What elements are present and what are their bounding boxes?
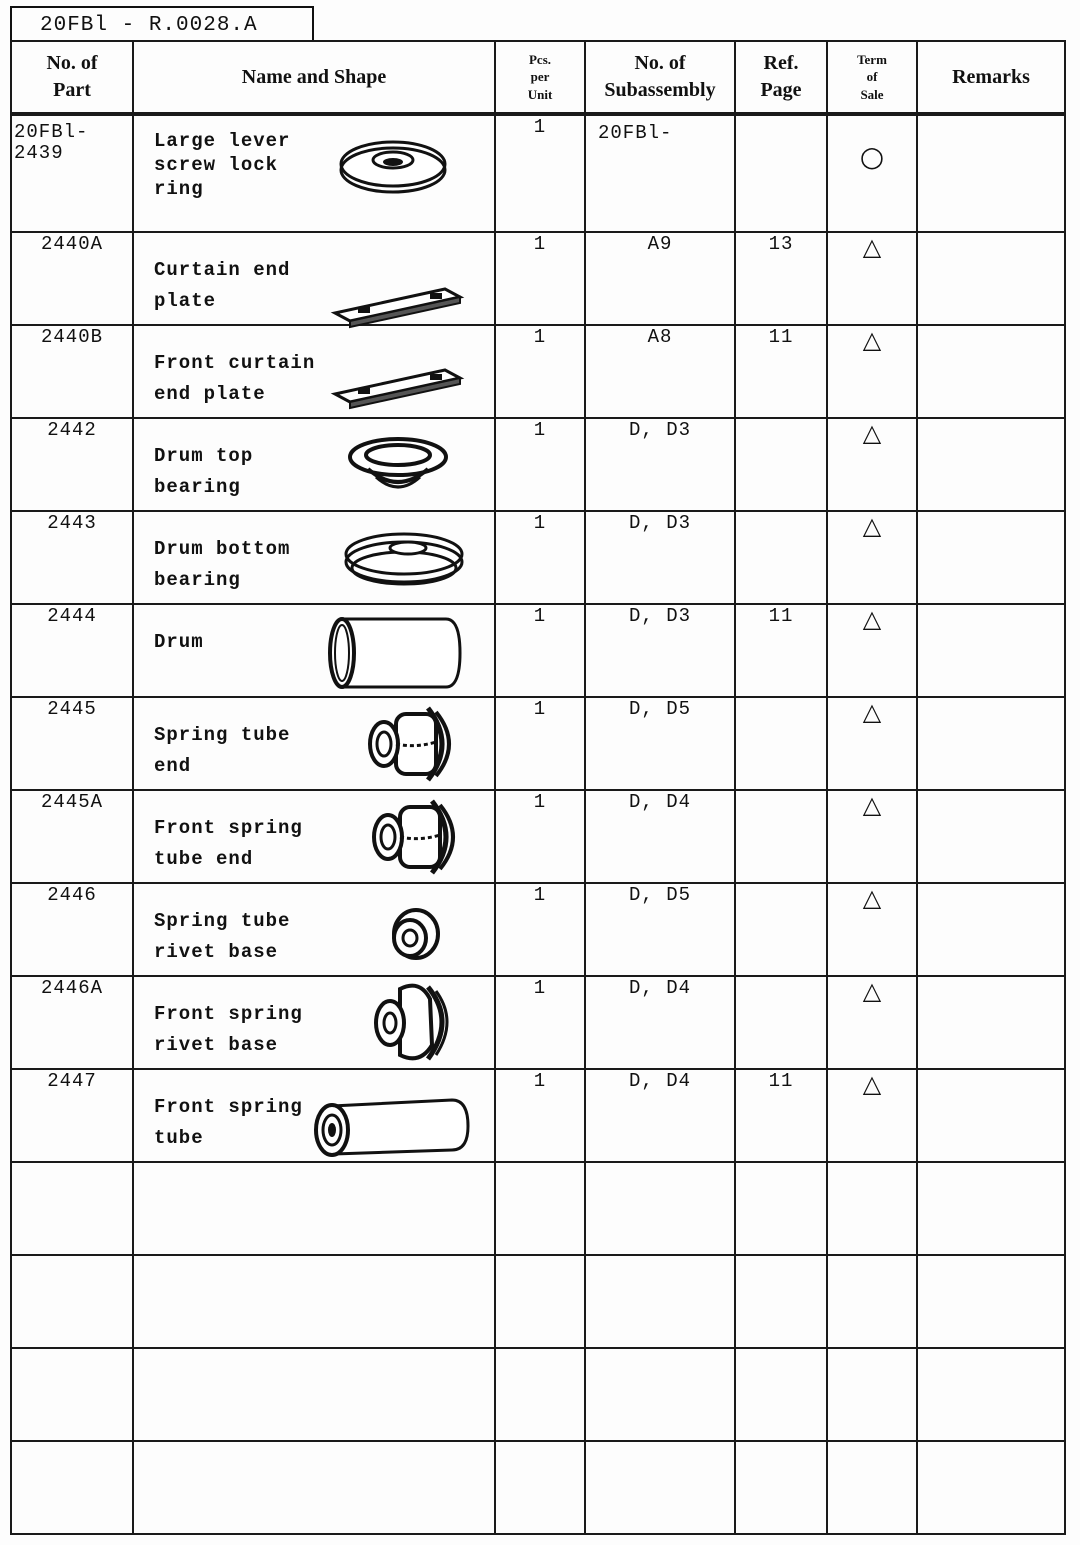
ref-page-cell (735, 114, 827, 232)
subassembly-cell: A8 (585, 325, 735, 418)
remarks-cell (917, 883, 1065, 976)
empty-cell (11, 1441, 133, 1534)
remarks-cell (917, 790, 1065, 883)
part-number-cell: 20FBl- 2439 (11, 114, 133, 232)
part-name: Front spring rivet base (154, 1003, 303, 1057)
empty-cell (495, 1441, 585, 1534)
empty-cell (917, 1255, 1065, 1348)
name-shape-cell (133, 325, 495, 418)
part-number-cell: 2446A (11, 976, 133, 1069)
empty-cell (917, 1162, 1065, 1255)
document-id-label: 20FBl - R.0028.A (10, 6, 314, 40)
drum-top-bearing-icon (348, 433, 450, 503)
empty-cell (827, 1255, 917, 1348)
empty-cell (735, 1348, 827, 1441)
term-of-sale-cell: △ (827, 883, 917, 976)
empty-cell (585, 1162, 735, 1255)
table-row (11, 604, 1065, 697)
header-term-of-sale: Term of Sale (827, 41, 917, 114)
part-name: Front curtain end plate (154, 352, 316, 406)
ref-page-cell (735, 883, 827, 976)
part-name: Large lever screw lock ring (154, 130, 291, 200)
empty-cell (917, 1441, 1065, 1534)
header-name-shape: Name and Shape (133, 41, 495, 114)
front-curtain-end-plate-icon (330, 356, 466, 412)
pcs-per-unit-cell: 1 (495, 790, 585, 883)
pcs-per-unit-cell: 1 (495, 604, 585, 697)
term-of-sale-cell: △ (827, 511, 917, 604)
empty-cell (133, 1255, 495, 1348)
table-row (11, 976, 1065, 1069)
pcs-per-unit-cell: 1 (495, 1069, 585, 1162)
ref-page-cell (735, 790, 827, 883)
subassembly-cell: D, D4 (585, 790, 735, 883)
table-header-row (11, 41, 1065, 114)
name-shape-cell (133, 114, 495, 232)
pcs-per-unit-cell: 1 (495, 114, 585, 232)
name-shape-cell (133, 883, 495, 976)
remarks-cell (917, 976, 1065, 1069)
ref-page-cell (735, 976, 827, 1069)
empty-cell (133, 1348, 495, 1441)
subassembly-cell: A9 (585, 232, 735, 325)
pcs-per-unit-cell: 1 (495, 976, 585, 1069)
name-shape-cell (133, 232, 495, 325)
term-of-sale-cell: △ (827, 976, 917, 1069)
part-name: Front spring tube (154, 1096, 303, 1150)
header-ref-page: Ref. Page (735, 41, 827, 114)
spring-tube-rivet-base-icon (388, 906, 444, 962)
part-name: Drum top bearing (154, 445, 254, 499)
empty-cell (827, 1348, 917, 1441)
ref-page-cell: 11 (735, 604, 827, 697)
part-number-cell: 2440A (11, 232, 133, 325)
subassembly-cell: D, D3 (585, 604, 735, 697)
name-shape-cell (133, 1069, 495, 1162)
header-remarks: Remarks (917, 41, 1065, 114)
term-of-sale-cell: △ (827, 418, 917, 511)
ref-page-cell (735, 418, 827, 511)
empty-cell (917, 1348, 1065, 1441)
subassembly-cell: D, D4 (585, 1069, 735, 1162)
empty-cell (11, 1162, 133, 1255)
empty-cell (735, 1162, 827, 1255)
empty-row (11, 1348, 1065, 1441)
empty-cell (585, 1255, 735, 1348)
empty-cell (827, 1441, 917, 1534)
part-number-cell: 2442 (11, 418, 133, 511)
table-row (11, 114, 1065, 232)
spring-tube-end-icon (366, 704, 462, 784)
empty-cell (827, 1162, 917, 1255)
name-shape-cell (133, 976, 495, 1069)
term-of-sale-cell: △ (827, 325, 917, 418)
term-of-sale-cell: △ (827, 604, 917, 697)
front-spring-tube-end-icon (370, 797, 466, 877)
parts-table (10, 40, 1066, 1535)
empty-cell (11, 1348, 133, 1441)
pcs-per-unit-cell: 1 (495, 325, 585, 418)
remarks-cell (917, 418, 1065, 511)
empty-cell (585, 1441, 735, 1534)
pcs-per-unit-cell: 1 (495, 697, 585, 790)
remarks-cell (917, 511, 1065, 604)
table-row (11, 418, 1065, 511)
ref-page-cell: 11 (735, 1069, 827, 1162)
empty-cell (735, 1441, 827, 1534)
table-row (11, 790, 1065, 883)
remarks-cell (917, 604, 1065, 697)
name-shape-cell (133, 790, 495, 883)
ref-page-cell: 11 (735, 325, 827, 418)
pcs-per-unit-cell: 1 (495, 511, 585, 604)
pcs-per-unit-cell: 1 (495, 883, 585, 976)
empty-row (11, 1255, 1065, 1348)
part-number-cell: 2443 (11, 511, 133, 604)
empty-cell (133, 1441, 495, 1534)
term-of-sale-cell: △ (827, 1069, 917, 1162)
table-row (11, 697, 1065, 790)
name-shape-cell (133, 604, 495, 697)
empty-cell (495, 1255, 585, 1348)
term-of-sale-cell: ○ (827, 114, 917, 232)
drum-icon (326, 613, 466, 693)
subassembly-cell: D, D3 (585, 418, 735, 511)
name-shape-cell (133, 511, 495, 604)
front-spring-tube-icon (312, 1098, 472, 1158)
part-number-cell: 2447 (11, 1069, 133, 1162)
empty-cell (735, 1255, 827, 1348)
part-name: Spring tube rivet base (154, 910, 291, 964)
remarks-cell (917, 325, 1065, 418)
part-name: Curtain end plate (154, 259, 291, 313)
part-number-cell: 2444 (11, 604, 133, 697)
subassembly-cell: D, D5 (585, 883, 735, 976)
empty-cell (11, 1255, 133, 1348)
part-name: Front spring tube end (154, 817, 303, 871)
part-name: Drum (154, 631, 204, 653)
ref-page-cell (735, 697, 827, 790)
part-number-cell: 2440B (11, 325, 133, 418)
pcs-per-unit-cell: 1 (495, 232, 585, 325)
name-shape-cell (133, 418, 495, 511)
drum-bottom-bearing-icon (344, 530, 466, 590)
remarks-cell (917, 1069, 1065, 1162)
remarks-cell (917, 232, 1065, 325)
ref-page-cell (735, 511, 827, 604)
term-of-sale-cell: △ (827, 232, 917, 325)
empty-cell (133, 1162, 495, 1255)
name-shape-cell (133, 697, 495, 790)
remarks-cell (917, 697, 1065, 790)
header-part-no: No. of Part (11, 41, 133, 114)
header-subassembly: No. of Subassembly (585, 41, 735, 114)
term-of-sale-cell: △ (827, 697, 917, 790)
empty-cell (495, 1348, 585, 1441)
part-name: Spring tube end (154, 724, 291, 778)
subassembly-cell: D, D4 (585, 976, 735, 1069)
part-number-cell: 2445 (11, 697, 133, 790)
subassembly-cell: D, D3 (585, 511, 735, 604)
table-row (11, 883, 1065, 976)
term-of-sale-cell: △ (827, 790, 917, 883)
empty-row (11, 1441, 1065, 1534)
empty-cell (585, 1348, 735, 1441)
subassembly-cell: 20FBl- (585, 114, 735, 232)
lock-ring-icon (338, 136, 450, 196)
ref-page-cell: 13 (735, 232, 827, 325)
table-row (11, 325, 1065, 418)
table-row (11, 232, 1065, 325)
table-row (11, 1069, 1065, 1162)
empty-row (11, 1162, 1065, 1255)
part-number-cell: 2445A (11, 790, 133, 883)
subassembly-cell: D, D5 (585, 697, 735, 790)
table-row (11, 511, 1065, 604)
empty-cell (495, 1162, 585, 1255)
part-number-cell: 2446 (11, 883, 133, 976)
pcs-per-unit-cell: 1 (495, 418, 585, 511)
header-pcs-per-unit: Pcs. per Unit (495, 41, 585, 114)
curtain-end-plate-icon (330, 275, 466, 331)
remarks-cell (917, 114, 1065, 232)
part-name: Drum bottom bearing (154, 538, 291, 592)
front-spring-rivet-base-icon (370, 979, 460, 1069)
